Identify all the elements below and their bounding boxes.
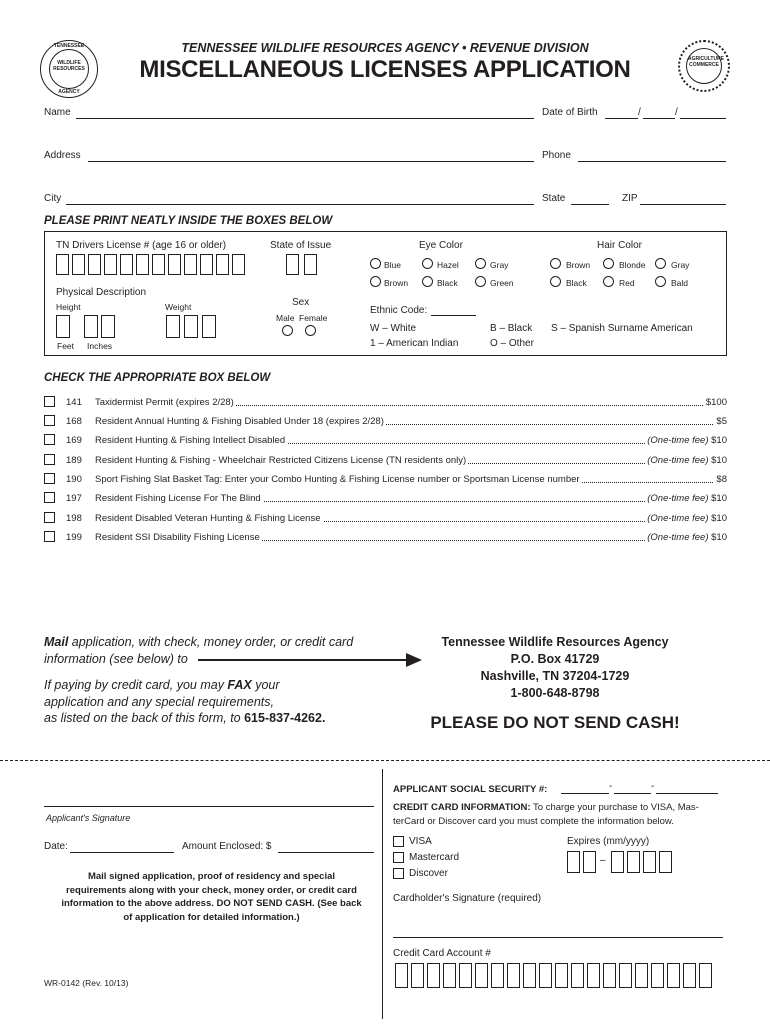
license-description: Resident SSI Disability Fishing License <box>95 532 260 543</box>
address-label: Address <box>44 150 81 161</box>
state-seal-text: AGRICULTURE COMMERCE <box>688 56 725 68</box>
license-fee: (One-time fee) $10 <box>647 532 727 543</box>
seal-ring-bottom: AGENCY <box>58 89 80 95</box>
visa-checkbox[interactable] <box>393 836 404 847</box>
account-digit-box[interactable] <box>507 963 520 988</box>
ssn-sep-1: - <box>609 781 613 792</box>
physical-description-label: Physical Description <box>56 287 147 298</box>
hair-black-label: Black <box>566 278 587 288</box>
discover-label: Discover <box>409 868 448 879</box>
name-field[interactable] <box>76 118 534 119</box>
dob-sep-1: / <box>638 107 641 118</box>
license-description: Resident Fishing License For The Blind <box>95 493 261 504</box>
dl-digit-box[interactable] <box>232 254 245 275</box>
account-digit-box[interactable] <box>427 963 440 988</box>
check-box-heading: CHECK THE APPROPRIATE BOX BELOW <box>44 372 271 384</box>
eye-brown-label: Brown <box>384 278 409 288</box>
license-row <box>44 531 727 545</box>
hair-color-label: Hair Color <box>597 240 643 251</box>
cardholder-signature-label: Cardholder's Signature (required) <box>393 893 542 904</box>
state-field[interactable] <box>571 204 609 205</box>
expires-month-box[interactable] <box>567 851 580 873</box>
ssn-part1-field[interactable] <box>561 793 609 794</box>
account-digit-box[interactable] <box>459 963 472 988</box>
account-digit-box[interactable] <box>411 963 424 988</box>
license-description: Resident Hunting & Fishing - Wheelchair Restricted Citizens License (TN residents only) <box>95 455 467 466</box>
hair-black-radio[interactable] <box>550 276 561 287</box>
eye-blue-radio[interactable] <box>370 258 381 269</box>
form-id: WR-0142 (Rev. 10/13) <box>44 978 129 988</box>
dl-digit-box[interactable] <box>56 254 69 275</box>
eye-blue-label: Blue <box>384 260 402 270</box>
license-checkbox[interactable] <box>44 531 55 542</box>
eye-hazel-label: Hazel <box>437 260 459 270</box>
license-code: 169 <box>66 435 82 446</box>
female-label: Female <box>299 313 328 323</box>
eye-green-radio[interactable] <box>475 276 486 287</box>
license-row <box>44 454 727 468</box>
cut-line <box>0 760 770 761</box>
license-code: 168 <box>66 416 82 427</box>
eye-black-label: Black <box>437 278 458 288</box>
license-description: Resident Annual Hunting & Fishing Disabled Under 18 (expires 2/28) <box>95 416 384 427</box>
license-fee: $5 <box>716 416 727 427</box>
eye-brown-radio[interactable] <box>370 276 381 287</box>
amount-field[interactable] <box>278 852 374 853</box>
name-label: Name <box>44 107 71 118</box>
ssn-sep-2: - <box>651 781 655 792</box>
license-fee: $8 <box>716 474 727 485</box>
eye-gray-label: Gray <box>490 260 509 270</box>
hair-red-radio[interactable] <box>603 276 614 287</box>
credit-card-info: CREDIT CARD INFORMATION: To charge your purchase to VISA, Mas- terCard or Discover card you must complete the information below. <box>393 802 699 827</box>
ethnic-black: B – Black <box>490 323 533 334</box>
amount-label: Amount Enclosed: $ <box>182 841 272 852</box>
form-title: MISCELLANEOUS LICENSES APPLICATION <box>139 56 631 83</box>
dob-day-field[interactable] <box>643 118 675 119</box>
dl-digit-box[interactable] <box>216 254 229 275</box>
license-checkbox[interactable] <box>44 473 55 484</box>
height-inches-box[interactable] <box>101 315 115 338</box>
license-description: Sport Fishing Slat Basket Tag: Enter your Combo Hunting & Fishing License number or Sportsman License number <box>95 474 580 485</box>
sex-female-radio[interactable] <box>305 325 316 336</box>
ethnic-white: W – White <box>370 323 417 334</box>
license-row <box>44 473 727 487</box>
drivers-license-label: TN Drivers License # (age 16 or older) <box>56 240 227 251</box>
eye-color-label: Eye Color <box>419 240 463 251</box>
male-label: Male <box>276 313 295 323</box>
seal-center-text: WILDLIFE RESOURCES <box>53 60 85 72</box>
dob-year-field[interactable] <box>680 118 726 119</box>
ssn-part3-field[interactable] <box>656 793 718 794</box>
license-checkbox[interactable] <box>44 434 55 445</box>
license-description: Taxidermist Permit (expires 2/28) <box>95 397 234 408</box>
account-digit-box[interactable] <box>667 963 680 988</box>
seal-ring-top: TENNESSEE <box>53 43 85 49</box>
ssn-part2-field[interactable] <box>614 793 651 794</box>
dl-digit-box[interactable] <box>120 254 133 275</box>
dl-digit-box[interactable] <box>136 254 149 275</box>
license-checkbox[interactable] <box>44 415 55 426</box>
no-cash-warning: PLEASE DO NOT SEND CASH! <box>430 713 680 732</box>
mastercard-label: Mastercard <box>409 852 460 863</box>
print-neatly-heading: PLEASE PRINT NEATLY INSIDE THE BOXES BELOW <box>44 215 333 227</box>
account-digit-box[interactable] <box>491 963 504 988</box>
weight-box[interactable] <box>202 315 216 338</box>
ethnic-other: O – Other <box>490 338 534 349</box>
zip-field[interactable] <box>640 204 726 205</box>
zip-label: ZIP <box>622 193 638 204</box>
license-fee: (One-time fee) $10 <box>647 435 727 446</box>
account-digit-box[interactable] <box>555 963 568 988</box>
license-code: 189 <box>66 455 82 466</box>
agency-heading: TENNESSEE WILDLIFE RESOURCES AGENCY • REVENUE DIVISION <box>181 41 589 55</box>
license-checkbox[interactable] <box>44 454 55 465</box>
expires-year-box[interactable] <box>659 851 672 873</box>
dl-digit-box[interactable] <box>88 254 101 275</box>
mailing-address: Tennessee Wildlife Resources Agency P.O. Box 41729 Nashville, TN 37204-1729 1-800-648-8798 <box>441 635 669 700</box>
license-fee: (One-time fee) $10 <box>647 493 727 504</box>
license-fee: (One-time fee) $10 <box>647 513 727 524</box>
date-label: Date: <box>44 841 68 852</box>
dl-digit-box[interactable] <box>200 254 213 275</box>
license-row <box>44 434 727 448</box>
state-label: State <box>542 193 566 204</box>
inches-label: Inches <box>87 341 113 351</box>
feet-label: Feet <box>57 341 75 351</box>
expires-label: Expires (mm/yyyy) <box>567 836 650 847</box>
dl-digit-box[interactable] <box>104 254 117 275</box>
date-field[interactable] <box>70 852 174 853</box>
weight-box[interactable] <box>184 315 198 338</box>
height-label: Height <box>56 302 81 312</box>
visa-label: VISA <box>409 836 432 847</box>
dob-month-field[interactable] <box>605 118 638 119</box>
hair-blonde-radio[interactable] <box>603 258 614 269</box>
license-description: Resident Disabled Veteran Hunting & Fishing License <box>95 513 321 524</box>
height-inches-box[interactable] <box>84 315 98 338</box>
account-digit-box[interactable] <box>395 963 408 988</box>
license-checkbox[interactable] <box>44 512 55 523</box>
ssn-label: APPLICANT SOCIAL SECURITY #: <box>393 784 548 795</box>
state-of-issue-label: State of Issue <box>270 240 332 251</box>
hair-brown-radio[interactable] <box>550 258 561 269</box>
eye-gray-radio[interactable] <box>475 258 486 269</box>
license-code: 199 <box>66 532 82 543</box>
account-digit-box[interactable] <box>651 963 664 988</box>
ethnic-spanish: S – Spanish Surname American <box>551 323 693 334</box>
license-checkbox[interactable] <box>44 396 55 407</box>
phone-field[interactable] <box>578 161 726 162</box>
mail-signed-instructions: Mail signed application, proof of residency and special requirements along with your check, money order, or credit card information to the above address. DO NOT SEND CASH. (See back of application for detailed information.) <box>61 871 362 923</box>
eye-black-radio[interactable] <box>422 276 433 287</box>
expires-year-box[interactable] <box>643 851 656 873</box>
ethnic-american-indian: 1 – American Indian <box>370 338 459 349</box>
license-fee: (One-time fee) $10 <box>647 455 727 466</box>
account-digit-box[interactable] <box>539 963 552 988</box>
dl-digit-box[interactable] <box>152 254 165 275</box>
license-row <box>44 512 727 526</box>
mastercard-checkbox[interactable] <box>393 852 404 863</box>
address-field[interactable] <box>88 161 534 162</box>
hair-bald-label: Bald <box>671 278 689 288</box>
hair-blonde-label: Blonde <box>619 260 646 270</box>
license-code: 197 <box>66 493 82 504</box>
account-digit-box[interactable] <box>635 963 648 988</box>
ethnic-code-field[interactable] <box>431 315 476 316</box>
license-checkbox[interactable] <box>44 492 55 503</box>
account-digit-box[interactable] <box>475 963 488 988</box>
dl-digit-box[interactable] <box>168 254 181 275</box>
weight-label: Weight <box>165 302 192 312</box>
weight-box[interactable] <box>166 315 180 338</box>
payment-divider <box>382 769 383 1019</box>
arrow-line <box>198 659 408 661</box>
account-digit-box[interactable] <box>683 963 696 988</box>
city-field[interactable] <box>66 204 534 205</box>
applicant-signature-label: Applicant's Signature <box>46 813 131 823</box>
state-issue-box[interactable] <box>304 254 317 275</box>
license-code: 190 <box>66 474 82 485</box>
mail-instructions: Mail application, with check, money order, or credit card information (see below) to <box>44 635 354 666</box>
hair-gray-label: Gray <box>671 260 690 270</box>
expires-sep: – <box>600 855 606 866</box>
city-label: City <box>44 193 62 204</box>
expires-month-box[interactable] <box>583 851 596 873</box>
account-digit-box[interactable] <box>587 963 600 988</box>
account-digit-box[interactable] <box>603 963 616 988</box>
height-feet-box[interactable] <box>56 315 70 338</box>
ethnic-code-label: Ethnic Code: <box>370 305 428 316</box>
account-digit-box[interactable] <box>699 963 712 988</box>
dl-digit-box[interactable] <box>72 254 85 275</box>
dob-sep-2: / <box>675 107 678 118</box>
dob-label: Date of Birth <box>542 107 598 118</box>
license-row <box>44 492 727 506</box>
license-row <box>44 415 727 429</box>
discover-checkbox[interactable] <box>393 868 404 879</box>
license-row <box>44 396 727 410</box>
eye-hazel-radio[interactable] <box>422 258 433 269</box>
dl-digit-box[interactable] <box>184 254 197 275</box>
account-digit-box[interactable] <box>523 963 536 988</box>
account-digit-box[interactable] <box>443 963 456 988</box>
account-digit-box[interactable] <box>619 963 632 988</box>
account-digit-box[interactable] <box>571 963 584 988</box>
hair-brown-label: Brown <box>566 260 591 270</box>
license-code: 141 <box>66 397 82 408</box>
expires-year-box[interactable] <box>627 851 640 873</box>
eye-green-label: Green <box>490 278 514 288</box>
phone-label: Phone <box>542 150 571 161</box>
hair-gray-radio[interactable] <box>655 258 666 269</box>
fax-instructions: If paying by credit card, you may FAX your application and any special requirements, as listed on the back of this form, to 615-837-4262. <box>44 678 326 725</box>
sex-male-radio[interactable] <box>282 325 293 336</box>
state-issue-box[interactable] <box>286 254 299 275</box>
hair-bald-radio[interactable] <box>655 276 666 287</box>
cardholder-signature-field[interactable] <box>393 937 723 938</box>
license-description: Resident Hunting & Fishing Intellect Disabled <box>95 435 286 446</box>
sex-label: Sex <box>292 297 310 308</box>
expires-year-box[interactable] <box>611 851 624 873</box>
license-fee: $100 <box>705 397 727 408</box>
applicant-signature-field[interactable] <box>44 806 374 807</box>
license-code: 198 <box>66 513 82 524</box>
account-number-label: Credit Card Account # <box>393 948 491 959</box>
hair-red-label: Red <box>619 278 635 288</box>
